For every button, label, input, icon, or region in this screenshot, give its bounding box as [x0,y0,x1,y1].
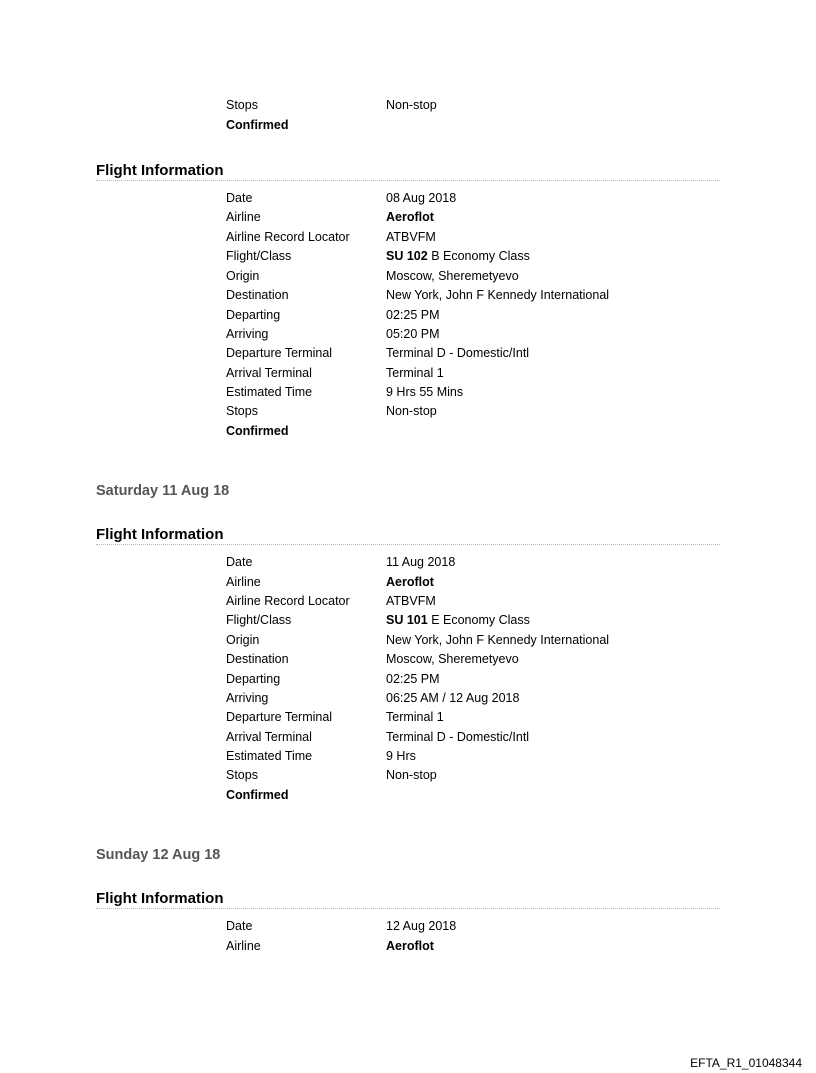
stops-value: Non-stop [386,98,437,112]
flight-class-label: Flight/Class [226,613,292,627]
date-value: 12 Aug 2018 [386,919,457,933]
airline-value: Aeroflot [386,939,434,953]
status-confirmed: Confirmed [226,424,289,438]
flight-class-label: Flight/Class [226,249,292,263]
stops-label: Stops [226,98,258,112]
date-label: Date [226,555,253,569]
record-locator-label: Airline Record Locator [226,594,350,608]
record-locator-label: Airline Record Locator [226,230,350,244]
status-confirmed: Confirmed [226,788,289,802]
arriving-value: 06:25 AM / 12 Aug 2018 [386,691,520,705]
origin-label: Origin [226,269,260,283]
flight-code: SU 101 [386,613,428,627]
origin-label: Origin [226,633,260,647]
destination-value: New York, John F Kennedy International [386,288,610,302]
arrival-terminal-label: Arrival Terminal [226,366,312,380]
date-value: 11 Aug 2018 [386,555,456,569]
arriving-label: Arriving [226,691,269,705]
destination-label: Destination [226,288,289,302]
flight-code: SU 102 [386,249,428,263]
estimated-time-value: 9 Hrs [386,749,416,763]
airline-label: Airline [226,575,261,589]
estimated-time-value: 9 Hrs 55 Mins [386,385,464,399]
stops-value: Non-stop [386,768,437,782]
airline-value: Aeroflot [386,575,434,589]
day-heading: Saturday 11 Aug 18 [96,483,230,499]
airline-label: Airline [226,939,261,953]
record-locator-value: ATBVFM [386,230,436,244]
departing-label: Departing [226,672,281,686]
origin-value: Moscow, Sheremetyevo [386,269,519,283]
origin-value: New York, John F Kennedy International [386,633,610,647]
airline-label: Airline [226,210,261,224]
day-heading: Sunday 12 Aug 18 [96,847,221,863]
arriving-value: 05:20 PM [386,327,440,341]
flight-class-value [386,613,530,628]
record-locator-value: ATBVFM [386,594,436,608]
departure-terminal-value: Terminal 1 [386,710,444,724]
flight-info-title: Flight Information [96,162,224,179]
section-divider [96,180,720,181]
departure-terminal-value: Terminal D - Domestic/Intl [386,346,530,360]
status-confirmed: Confirmed [226,118,289,132]
stops-label: Stops [226,768,258,782]
departure-terminal-label: Departure Terminal [226,710,333,724]
arriving-label: Arriving [226,327,269,341]
date-label: Date [226,919,253,933]
departure-terminal-label: Departure Terminal [226,346,333,360]
arrival-terminal-label: Arrival Terminal [226,730,312,744]
section-divider [96,544,720,545]
estimated-time-label: Estimated Time [226,749,313,763]
arrival-terminal-value: Terminal 1 [386,366,444,380]
stops-value: Non-stop [386,404,437,418]
section-divider [96,908,720,909]
estimated-time-label: Estimated Time [226,385,313,399]
class-text: E Economy Class [431,613,530,627]
departing-value: 02:25 PM [386,308,440,322]
destination-value: Moscow, Sheremetyevo [386,652,519,666]
flight-info-title: Flight Information [96,890,224,907]
date-value: 08 Aug 2018 [386,191,457,205]
flight-class-value [386,249,530,264]
destination-label: Destination [226,652,289,666]
airline-value: Aeroflot [386,210,434,224]
departing-value: 02:25 PM [386,672,440,686]
stops-label: Stops [226,404,258,418]
document-id: EFTA_R1_01048344 [690,1056,802,1070]
class-text: B Economy Class [431,249,530,263]
arrival-terminal-value: Terminal D - Domestic/Intl [386,730,530,744]
date-label: Date [226,191,253,205]
flight-info-title: Flight Information [96,526,224,543]
departing-label: Departing [226,308,281,322]
